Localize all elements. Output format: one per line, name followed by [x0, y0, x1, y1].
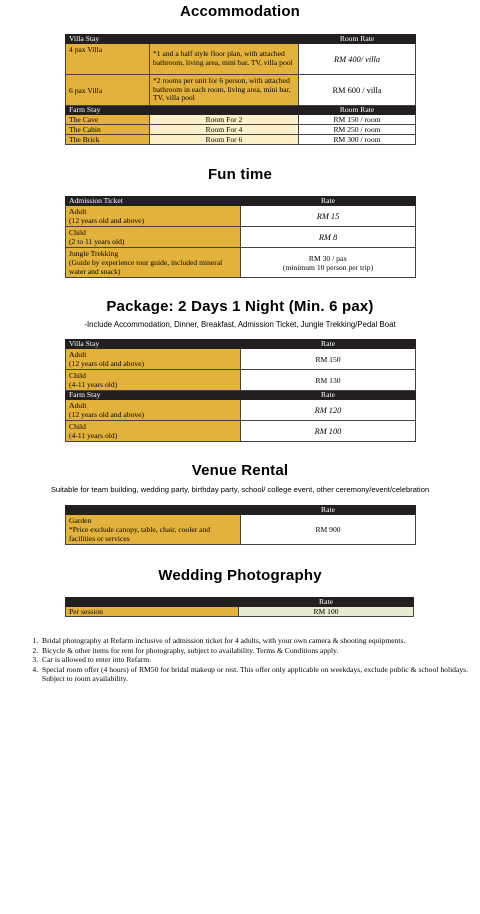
table-row	[66, 400, 416, 421]
farm-room: Room For 6	[150, 135, 299, 145]
package-rate: RM 130	[241, 370, 416, 391]
venue-label: Garden	[69, 516, 92, 525]
ticket-sub: (2 to 11 years old)	[69, 237, 125, 246]
ticket-rate: RM 15	[241, 206, 416, 227]
farm-stay-header-label: Farm Stay	[66, 106, 299, 115]
package-rate: RM 150	[241, 349, 416, 370]
list-item: 3. Car is allowed to enter into Refarm.	[40, 655, 468, 665]
table-row	[66, 206, 416, 227]
accommodation-table	[65, 34, 416, 145]
table-row	[66, 44, 416, 75]
villa-description: *1 and a half style floor plan, with attached bathroom, living area, mini bar, TV, villa pool	[150, 44, 299, 75]
wedding-title: Wedding Photography	[158, 567, 322, 584]
package-guest-type	[66, 349, 241, 370]
wedding-header-label	[66, 598, 239, 607]
villa-stay-header	[66, 35, 416, 44]
package-villa-rate-header: Rate	[241, 340, 416, 349]
wedding-item: Per session	[66, 607, 239, 617]
venue-rate-header: Rate	[241, 506, 416, 515]
package-title: Package: 2 Days 1 Night (Min. 6 pax)	[106, 298, 374, 315]
ticket-type	[66, 206, 241, 227]
villa-name: 6 pax Villa	[66, 75, 150, 106]
venue-table	[65, 505, 416, 545]
wedding-rate: RM 100	[239, 607, 414, 617]
farm-rate: RM 250 / room	[299, 125, 416, 135]
farm-rate: RM 300 / room	[299, 135, 416, 145]
venue-title: Venue Rental	[191, 462, 289, 479]
villa-name: 4 pax Villa	[66, 44, 150, 75]
farm-name: The Brick	[66, 135, 150, 145]
guest-sub: (12 years old and above)	[69, 359, 145, 368]
table-row	[66, 125, 416, 135]
ticket-type	[66, 227, 241, 248]
venue-header-label	[66, 506, 241, 515]
farm-room-rate-header: Room Rate	[299, 106, 416, 115]
venue-header	[66, 506, 416, 515]
table-row	[66, 115, 416, 125]
table-row	[66, 227, 416, 248]
package-note: -Include Accommodation, Dinner, Breakfast, Admission Ticket, Jungle Trekking/Pedal Boat	[84, 320, 396, 329]
table-row	[66, 515, 416, 545]
funtime-table	[65, 196, 416, 278]
farm-rate: RM 150 / room	[299, 115, 416, 125]
table-row	[66, 248, 416, 278]
guest-sub: (4-11 years old)	[69, 431, 118, 440]
guest-label: Adult	[69, 401, 87, 410]
ticket-label: Jungle Trekking	[69, 249, 119, 258]
venue-sub: *Price exclude canopy, table, chair, cooler and facilities or services	[69, 525, 211, 543]
package-table	[65, 339, 416, 442]
villa-rate: RM 400/ villa	[299, 44, 416, 75]
ticket-label: Child	[69, 228, 86, 237]
villa-stay-header-label: Villa Stay	[66, 35, 299, 44]
guest-label: Adult	[69, 350, 87, 359]
admission-header	[66, 197, 416, 206]
package-guest-type	[66, 370, 241, 391]
list-item: 4. Special room offer (4 hours) of RM50 for bridal makeup or rest. This offer only applicable on weekdays, exclude public & school holidays. Subject to room availability.	[40, 665, 468, 684]
wedding-rate-header: Rate	[239, 598, 414, 607]
table-row	[66, 607, 414, 617]
venue-item	[66, 515, 241, 545]
venue-rate: RM 900	[241, 515, 416, 545]
admission-rate-header: Rate	[241, 197, 416, 206]
ticket-sub: (12 years old and above)	[69, 216, 145, 225]
package-farm-rate-header: Rate	[241, 391, 416, 400]
villa-description: *2 rooms per unit for 6 person, with attached bathroom in each room, living area, mini bar, TV, villa pool	[150, 75, 299, 106]
funtime-title: Fun time	[207, 166, 273, 183]
package-rate: RM 120	[241, 400, 416, 421]
package-villa-header	[66, 340, 416, 349]
admission-header-label: Admission Ticket	[66, 197, 241, 206]
ticket-rate-note: (minimum 10 person per trip)	[282, 262, 374, 272]
guest-label: Child	[69, 422, 86, 431]
list-item: 2. Bicycle & other items for rent for photography, subject to availability. Terms & Conditions apply.	[40, 646, 468, 656]
farm-name: The Cave	[66, 115, 150, 125]
farm-stay-header	[66, 106, 416, 115]
table-row	[66, 135, 416, 145]
ticket-sub: (Guide by experience tour guide, included mineral water and snack)	[69, 258, 223, 276]
guest-label: Child	[69, 371, 86, 380]
wedding-table	[65, 597, 414, 617]
list-item: 1. Bridal photography at Refarm inclusive of admission ticket for 4 adults, with your own camera & shooting equipments.	[40, 636, 468, 646]
wedding-header	[66, 598, 414, 607]
package-guest-type	[66, 421, 241, 442]
package-farm-header-label: Farm Stay	[66, 391, 241, 400]
table-row	[66, 75, 416, 106]
room-rate-header: Room Rate	[299, 35, 416, 44]
accommodation-title: Accommodation	[179, 3, 301, 20]
guest-sub: (12 years old and above)	[69, 410, 145, 419]
package-rate: RM 100	[241, 421, 416, 442]
venue-note: Suitable for team building, wedding party, birthday party, school/ college event, other ceremony/event/celebration	[50, 485, 430, 494]
guest-sub: (4-11 years old)	[69, 380, 118, 389]
package-farm-header	[66, 391, 416, 400]
villa-rate: RM 600 / villa	[299, 75, 416, 106]
package-villa-header-label: Villa Stay	[66, 340, 241, 349]
ticket-type	[66, 248, 241, 278]
ticket-rate: RM 8	[241, 227, 416, 248]
ticket-rate-main: RM 30 / pax	[308, 253, 348, 263]
terms-list	[24, 636, 468, 684]
table-row	[66, 421, 416, 442]
table-row	[66, 349, 416, 370]
package-guest-type	[66, 400, 241, 421]
farm-room: Room For 4	[150, 125, 299, 135]
farm-name: The Cabin	[66, 125, 150, 135]
ticket-label: Adult	[69, 207, 87, 216]
table-row	[66, 370, 416, 391]
farm-room: Room For 2	[150, 115, 299, 125]
ticket-rate	[241, 248, 416, 278]
